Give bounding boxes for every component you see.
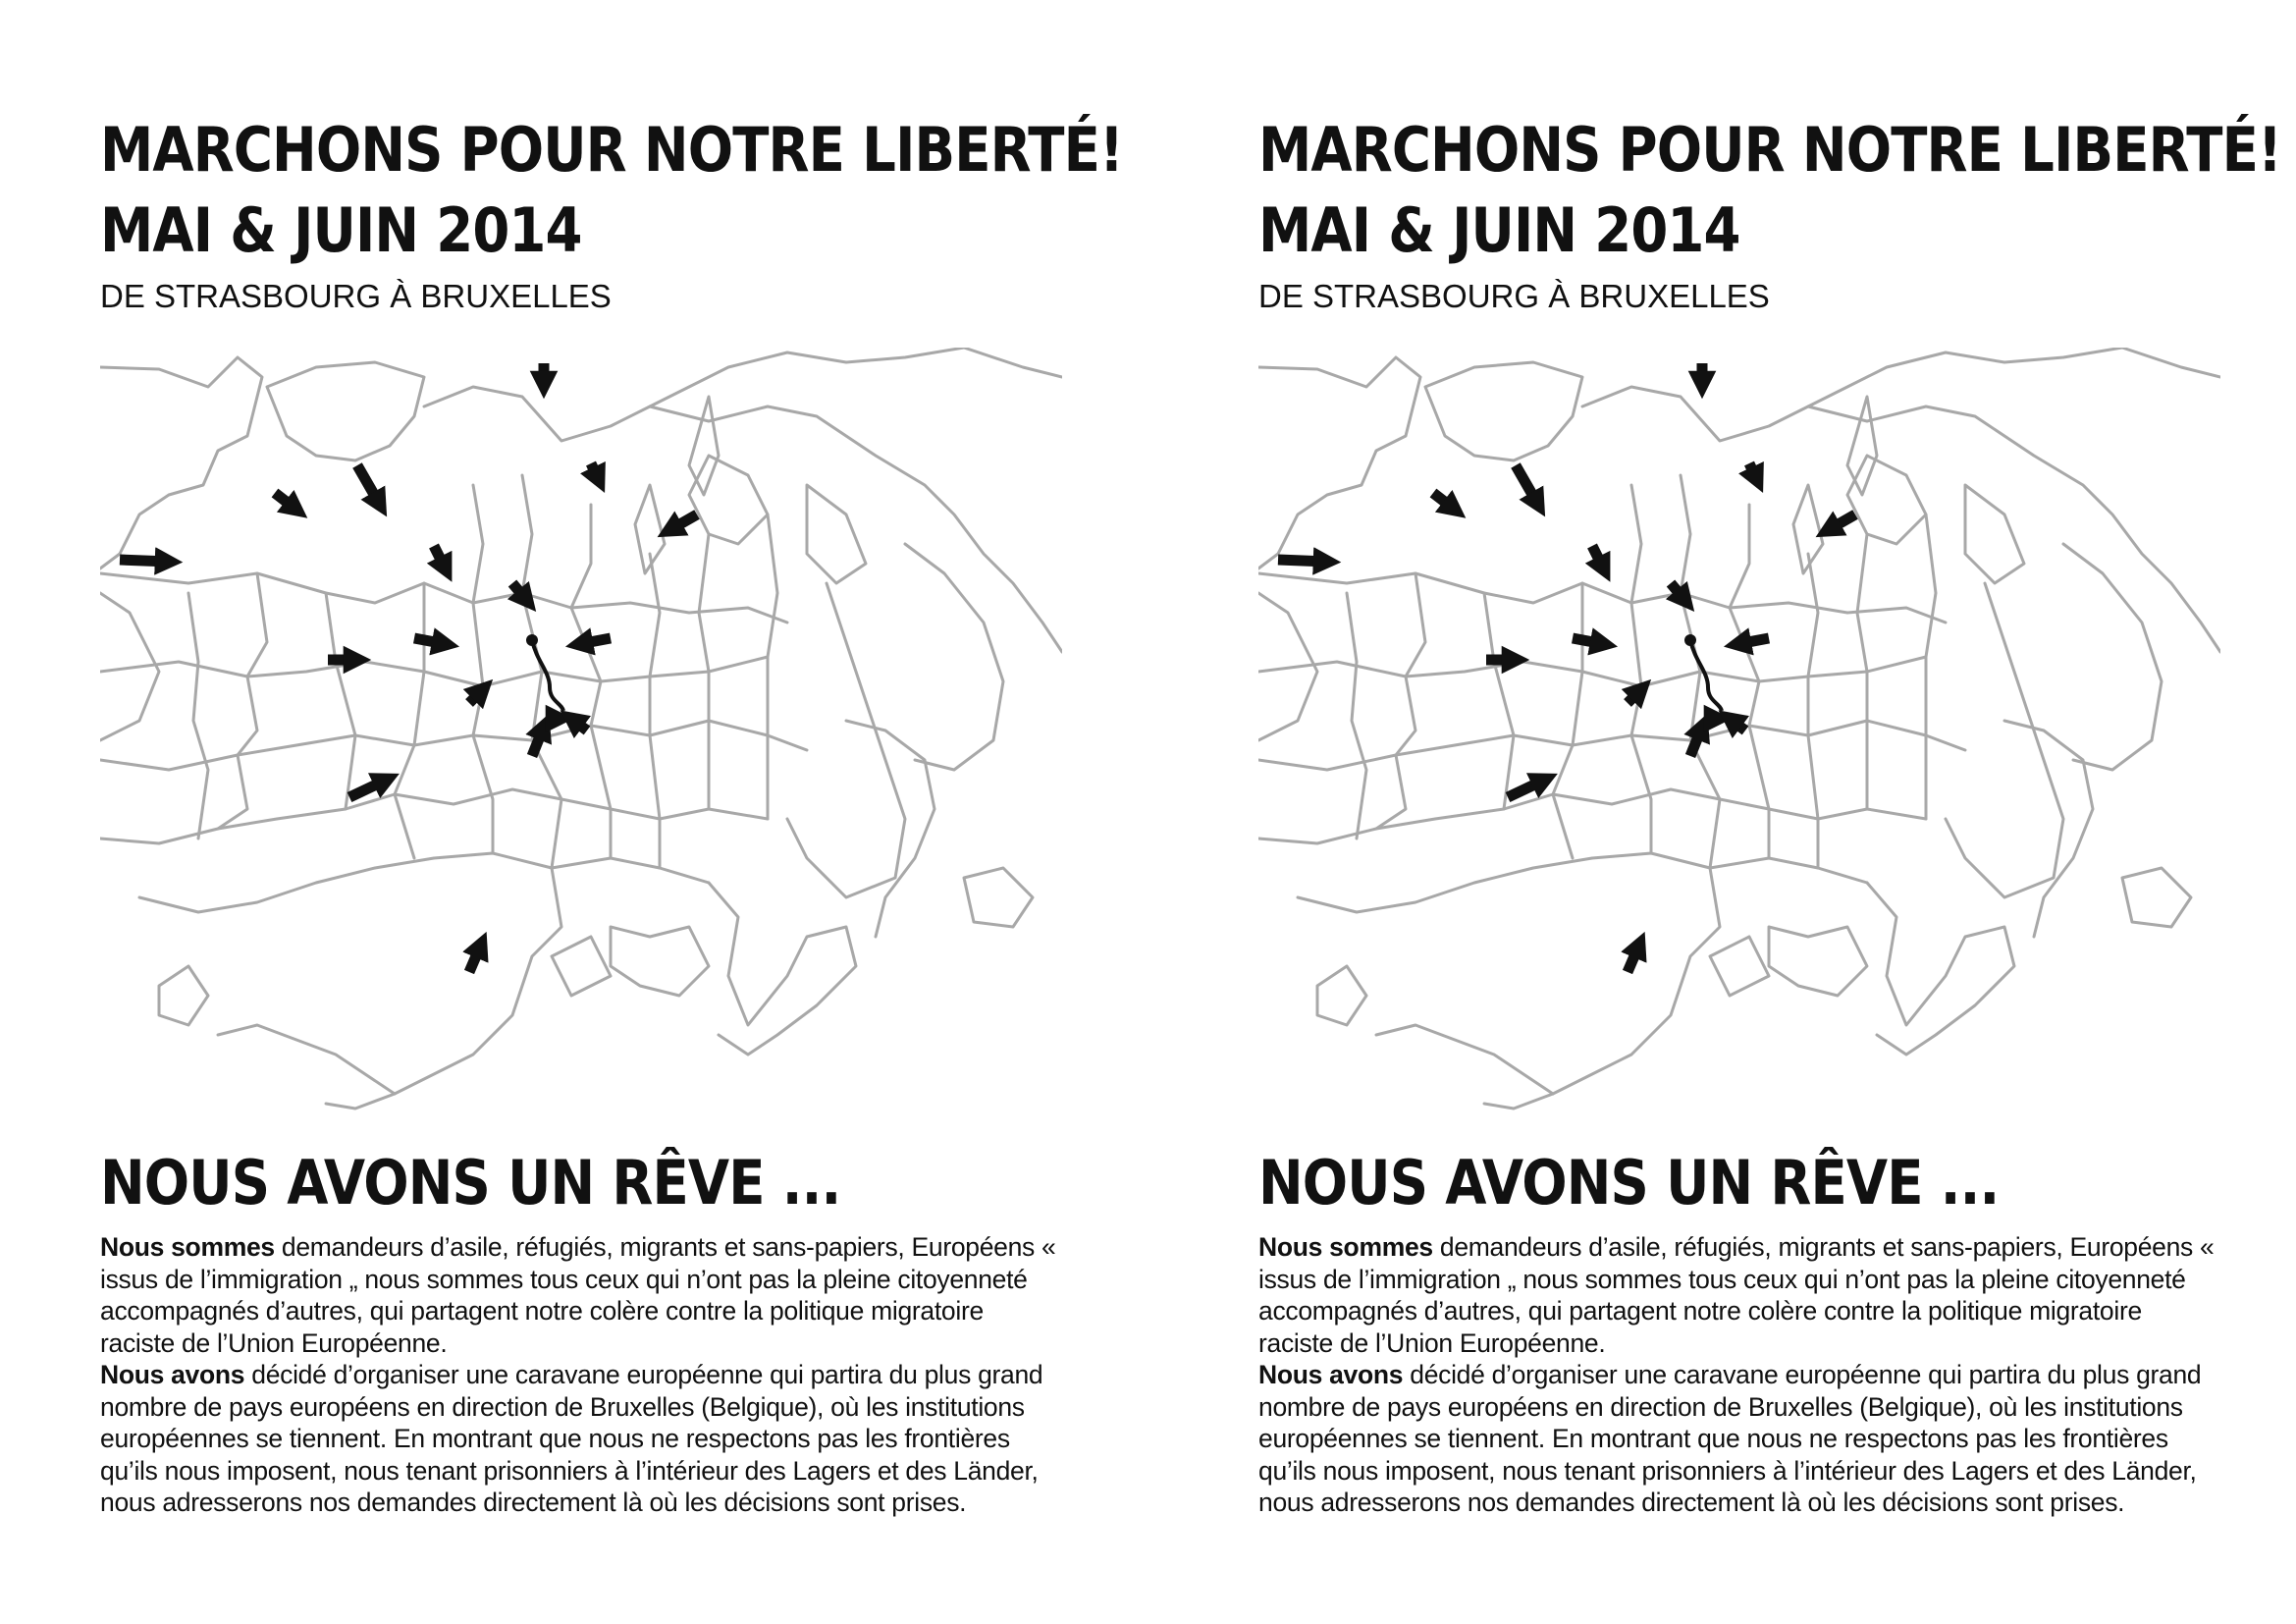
europe-route-map <box>1258 348 2220 1117</box>
leaflet-heading: NOUS AVONS UN RÊVE ... <box>100 1147 841 1218</box>
paragraph-lead: Nous sommes <box>100 1232 275 1262</box>
paragraph-text: décidé d’organiser une caravane européenne qui partira du plus grand nombre de pays européens en direction de Bruxelles (Belgique), où les institutions européennes se tiennent. En montrant que nous ne respectons pas les frontières qu’ils nous imposent, nous tenant prisonniers à l’intérieur des Lagers et des Länder, nous adresserons nos demandes directement là où les décisions sont prises. <box>1258 1360 2202 1517</box>
paragraph-nous-avons <box>1258 1359 2220 1519</box>
paragraph-nous-sommes <box>1258 1231 2220 1359</box>
paragraph-nous-avons <box>100 1359 1062 1519</box>
leaflet-left <box>100 0 1141 1624</box>
title-line-1: MARCHONS POUR NOTRE LIBERTÉ! <box>1258 114 2282 186</box>
leaflet-right <box>1258 0 2296 1624</box>
title-line-2: MAI & JUIN 2014 <box>1258 194 1740 266</box>
paragraph-lead: Nous sommes <box>1258 1232 1433 1262</box>
paragraph-text: décidé d’organiser une caravane européenne qui partira du plus grand nombre de pays européens en direction de Bruxelles (Belgique), où les institutions européennes se tiennent. En montrant que nous ne respectons pas les frontières qu’ils nous imposent, nous tenant prisonniers à l’intérieur des Lagers et des Länder, nous adresserons nos demandes directement là où les décisions sont prises. <box>100 1360 1043 1517</box>
title-line-1: MARCHONS POUR NOTRE LIBERTÉ! <box>100 114 1124 186</box>
leaflet-body <box>1258 1231 2220 1519</box>
leaflet-subtitle: DE STRASBOURG À BRUXELLES <box>1258 278 1770 314</box>
leaflet-body <box>100 1231 1062 1519</box>
paragraph-text: demandeurs d’asile, réfugiés, migrants et sans-papiers, Européens « issus de l’immigration „ nous sommes tous ceux qui n’ont pas la pleine citoyenneté accompagnés d’autres, qui partagent notre colère contre la politique migratoire raciste de l’Union Européenne. <box>1258 1232 2215 1358</box>
title-line-2: MAI & JUIN 2014 <box>100 194 582 266</box>
europe-route-map <box>100 348 1062 1117</box>
paragraph-nous-sommes <box>100 1231 1062 1359</box>
paragraph-text: demandeurs d’asile, réfugiés, migrants et sans-papiers, Européens « issus de l’immigration „ nous sommes tous ceux qui n’ont pas la pleine citoyenneté accompagnés d’autres, qui partagent notre colère contre la politique migratoire raciste de l’Union Européenne. <box>100 1232 1056 1358</box>
leaflet-title <box>100 110 1123 271</box>
leaflet-heading: NOUS AVONS UN RÊVE ... <box>1258 1147 2000 1218</box>
paragraph-lead: Nous avons <box>1258 1360 1404 1389</box>
paragraph-lead: Nous avons <box>100 1360 245 1389</box>
leaflet-title <box>1258 110 2281 271</box>
leaflet-subtitle: DE STRASBOURG À BRUXELLES <box>100 278 612 314</box>
